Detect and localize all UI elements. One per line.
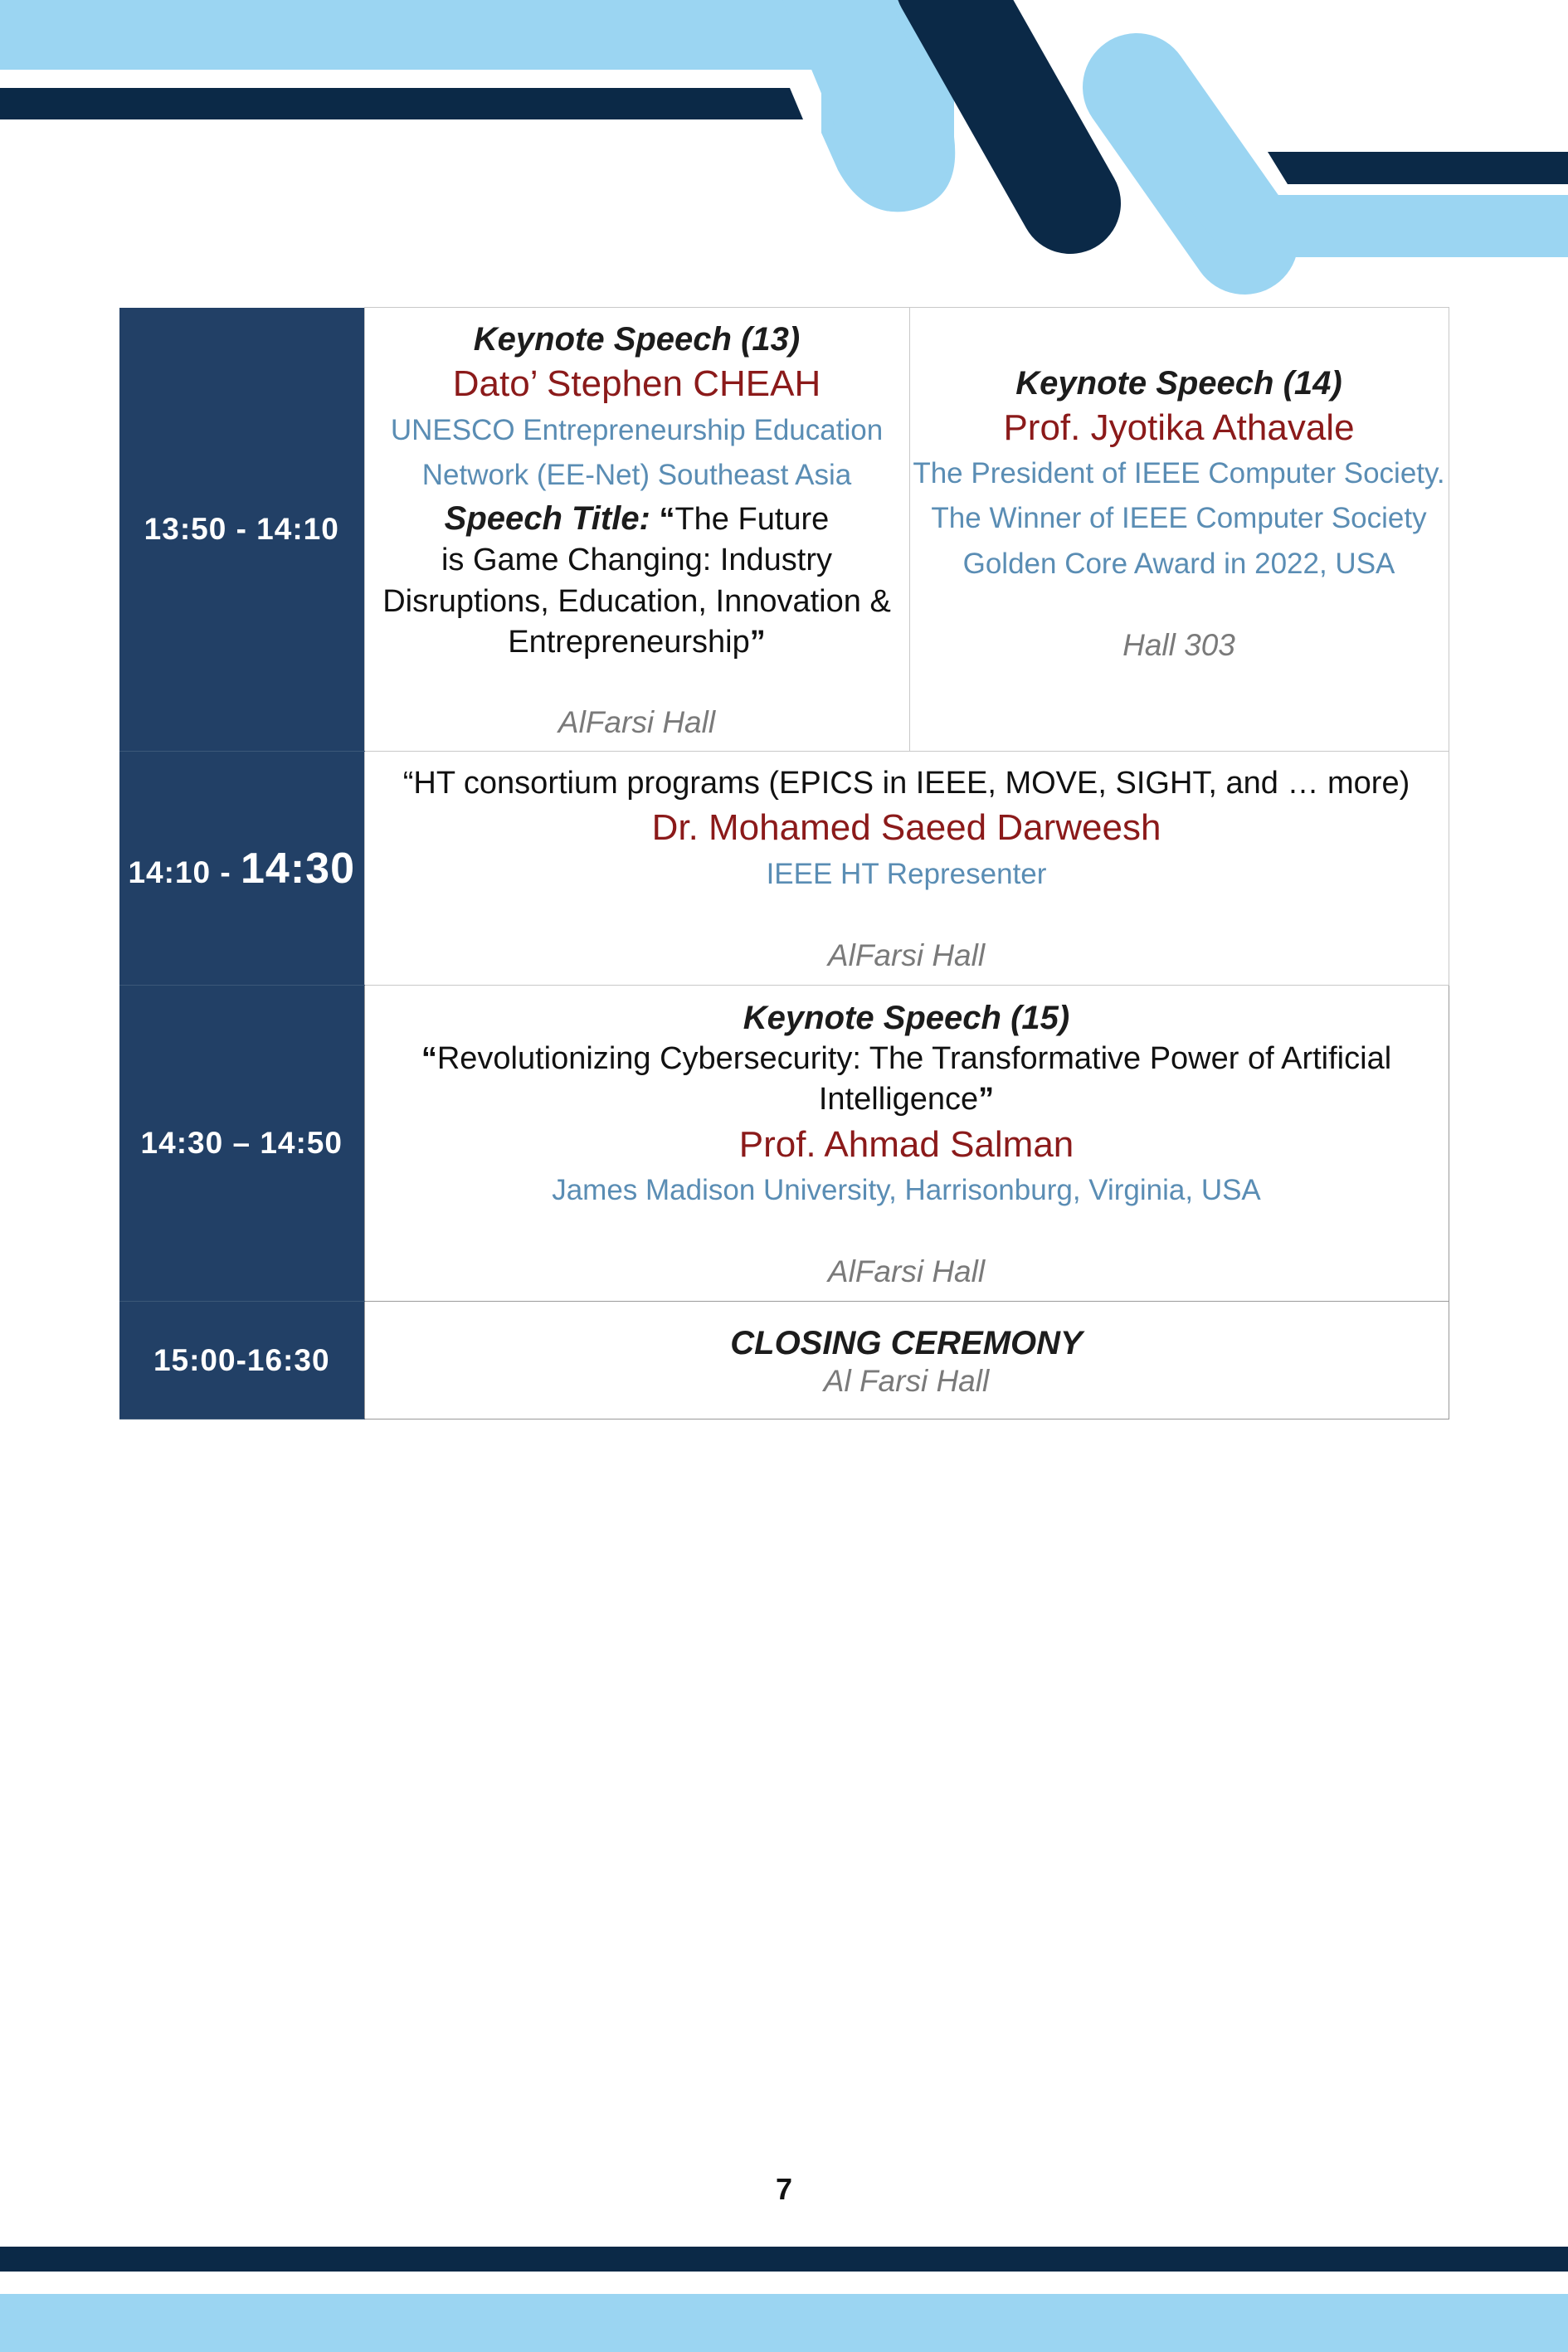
header-light-band <box>0 0 879 70</box>
session-topic: “HT consortium programs (EPICS in IEEE, MOVE, SIGHT, and … more) <box>402 766 1410 801</box>
header-light-diagonal <box>830 0 900 153</box>
schedule-table <box>119 307 1449 1419</box>
schedule-row <box>119 752 1449 986</box>
closing-ceremony-cell <box>364 1302 1449 1419</box>
header-dark-right-bar <box>1268 152 1568 184</box>
hall-name: AlFarsi Hall <box>827 1254 986 1289</box>
time-slot: 14:30 – 14:50 <box>119 986 364 1302</box>
time-slot: 13:50 - 14:10 <box>119 308 364 752</box>
hall-name: Hall 303 <box>1122 627 1235 662</box>
schedule-row <box>119 308 1449 752</box>
footer-light-band <box>0 2294 1568 2352</box>
keynote-label: Keynote Speech (15) <box>743 999 1070 1036</box>
keynote-label: Keynote Speech (13) <box>473 321 801 358</box>
keynote-15-cell <box>364 986 1449 1302</box>
header-dark-stripe <box>0 88 778 119</box>
hall-name: Al Farsi Hall <box>823 1363 990 1398</box>
session-label: CLOSING CEREMONY <box>730 1324 1083 1361</box>
page-number: 7 <box>775 2172 793 2206</box>
keynote-label: Keynote Speech (14) <box>1015 365 1342 402</box>
speaker-name: Dr. Mohamed Saeed Darweesh <box>651 807 1161 849</box>
schedule-row <box>119 986 1449 1302</box>
speaker-name: Prof. Jyotika Athavale <box>1003 407 1355 449</box>
session-cell <box>364 752 1449 986</box>
time-slot: 15:00-16:30 <box>119 1302 364 1419</box>
hall-name: AlFarsi Hall <box>827 937 986 972</box>
speaker-name: Dato’ Stephen CHEAH <box>452 363 821 405</box>
speaker-affiliation: UNESCO Entrepreneurship Education Network (EE-Net) Southeast Asia <box>390 413 884 491</box>
keynote-13-cell <box>364 308 909 752</box>
schedule-row <box>119 1302 1449 1419</box>
speaker-affiliation: James Madison University, Harrisonburg, Virginia, USA <box>552 1173 1261 1206</box>
header-dark-diagonal <box>946 0 1070 203</box>
speech-title: Speech Title: “The Future is Game Changing: Industry Disruptions, Education, Innovation & Entrepreneurship” <box>382 500 891 660</box>
keynote-14-cell <box>909 308 1449 752</box>
hall-name: AlFarsi Hall <box>558 704 716 739</box>
speech-title-prefix: Speech Title: <box>444 500 650 538</box>
speech-title: “Revolutionizing Cybersecurity: The Transformative Power of Artificial Intelligence” <box>421 1040 1392 1118</box>
speaker-affiliation: IEEE HT Representer <box>766 857 1047 890</box>
footer-dark-stripe <box>0 2247 1568 2272</box>
header-light-foot <box>1178 195 1568 257</box>
header-dark-stripe-tip <box>778 88 803 119</box>
time-slot: 14:10 - 14:30 <box>119 752 364 986</box>
speaker-affiliation: The President of IEEE Computer Society. The Winner of IEEE Computer Society Golden Core Award in 2022, USA <box>913 457 1445 580</box>
speaker-name: Prof. Ahmad Salman <box>738 1123 1074 1165</box>
